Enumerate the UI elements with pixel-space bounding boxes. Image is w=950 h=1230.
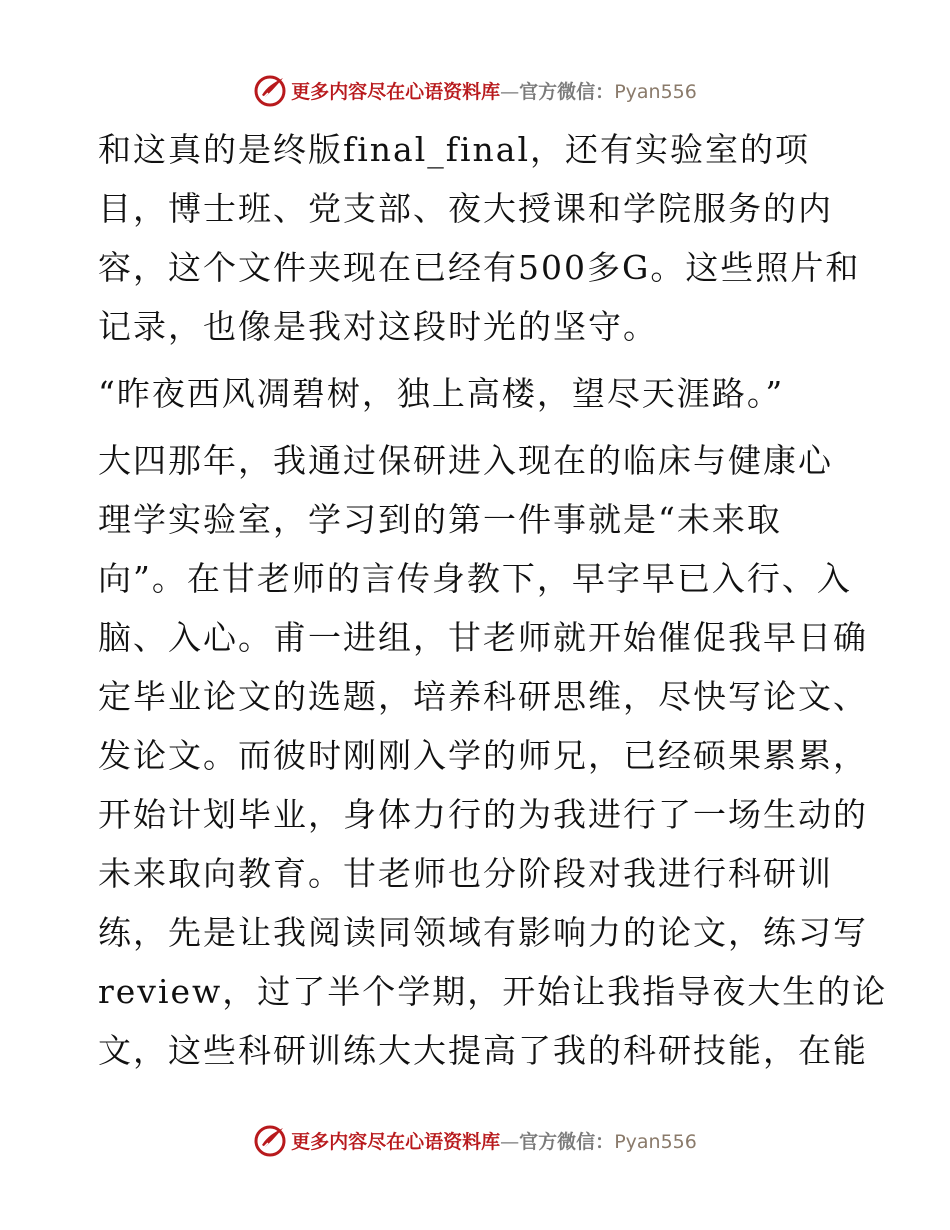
watermark-text xyxy=(291,77,697,104)
text-line: 定毕业论文的选题，培养科研思维，尽快写论文、 xyxy=(98,677,868,716)
text-line: 大四那年，我通过保研进入现在的临床与健康心 xyxy=(98,441,833,480)
paragraph-3 xyxy=(98,431,888,1080)
header-watermark xyxy=(0,68,950,112)
paragraph-gap xyxy=(98,423,858,431)
text-line: 练，先是让我阅读同领域有影响力的论文，练习写 xyxy=(98,913,868,952)
text-line: 记录，也像是我对这段时光的坚守。 xyxy=(98,307,658,346)
watermark-wechat-label: 官方微信： xyxy=(519,80,615,103)
text-line: 文，这些科研训练大大提高了我的科研技能，在能 xyxy=(98,1031,868,1070)
quote-paragraph xyxy=(98,364,858,423)
text-line: 未来取向教育。甘老师也分阶段对我进行科研训 xyxy=(98,854,833,893)
text-line: 开始计划毕业，身体力行的为我进行了一场生动的 xyxy=(98,795,868,834)
watermark-text xyxy=(291,1127,697,1154)
watermark-dash: — xyxy=(500,1130,520,1153)
text-line: 容，这个文件夹现在已经有500多G。这些照片和 xyxy=(98,248,861,287)
text-line: review，过了半个学期，开始让我指导夜大生的论 xyxy=(98,972,888,1011)
text-line: 和这真的是终版final_final，还有实验室的项 xyxy=(98,130,810,169)
quill-seal-icon xyxy=(253,73,287,107)
watermark-wechat-id: Pyan556 xyxy=(614,80,697,103)
footer-watermark xyxy=(0,1118,950,1162)
watermark-lead: 更多内容尽在心语资料库 xyxy=(291,80,501,103)
watermark-wechat-id: Pyan556 xyxy=(614,1130,697,1153)
watermark-lead: 更多内容尽在心语资料库 xyxy=(291,1130,501,1153)
watermark-dash: — xyxy=(500,80,520,103)
quote-line: “昨夜西风凋碧树，独上高楼，望尽天涯路。” xyxy=(98,374,785,413)
document-body xyxy=(98,120,888,1080)
text-line: 发论文。而彼时刚刚入学的师兄，已经硕果累累， xyxy=(98,736,868,775)
watermark-wechat-label: 官方微信： xyxy=(519,1130,615,1153)
paragraph-1 xyxy=(98,120,861,356)
text-line: 向”。在甘老师的言传身教下，早字早已入行、入 xyxy=(98,559,852,598)
text-line: 理学实验室，学习到的第一件事就是“未来取 xyxy=(98,500,782,539)
text-line: 脑、入心。甫一进组，甘老师就开始催促我早日确 xyxy=(98,618,868,657)
quill-seal-icon xyxy=(253,1123,287,1157)
paragraph-gap xyxy=(98,356,858,364)
text-line: 目，博士班、党支部、夜大授课和学院服务的内 xyxy=(98,189,833,228)
